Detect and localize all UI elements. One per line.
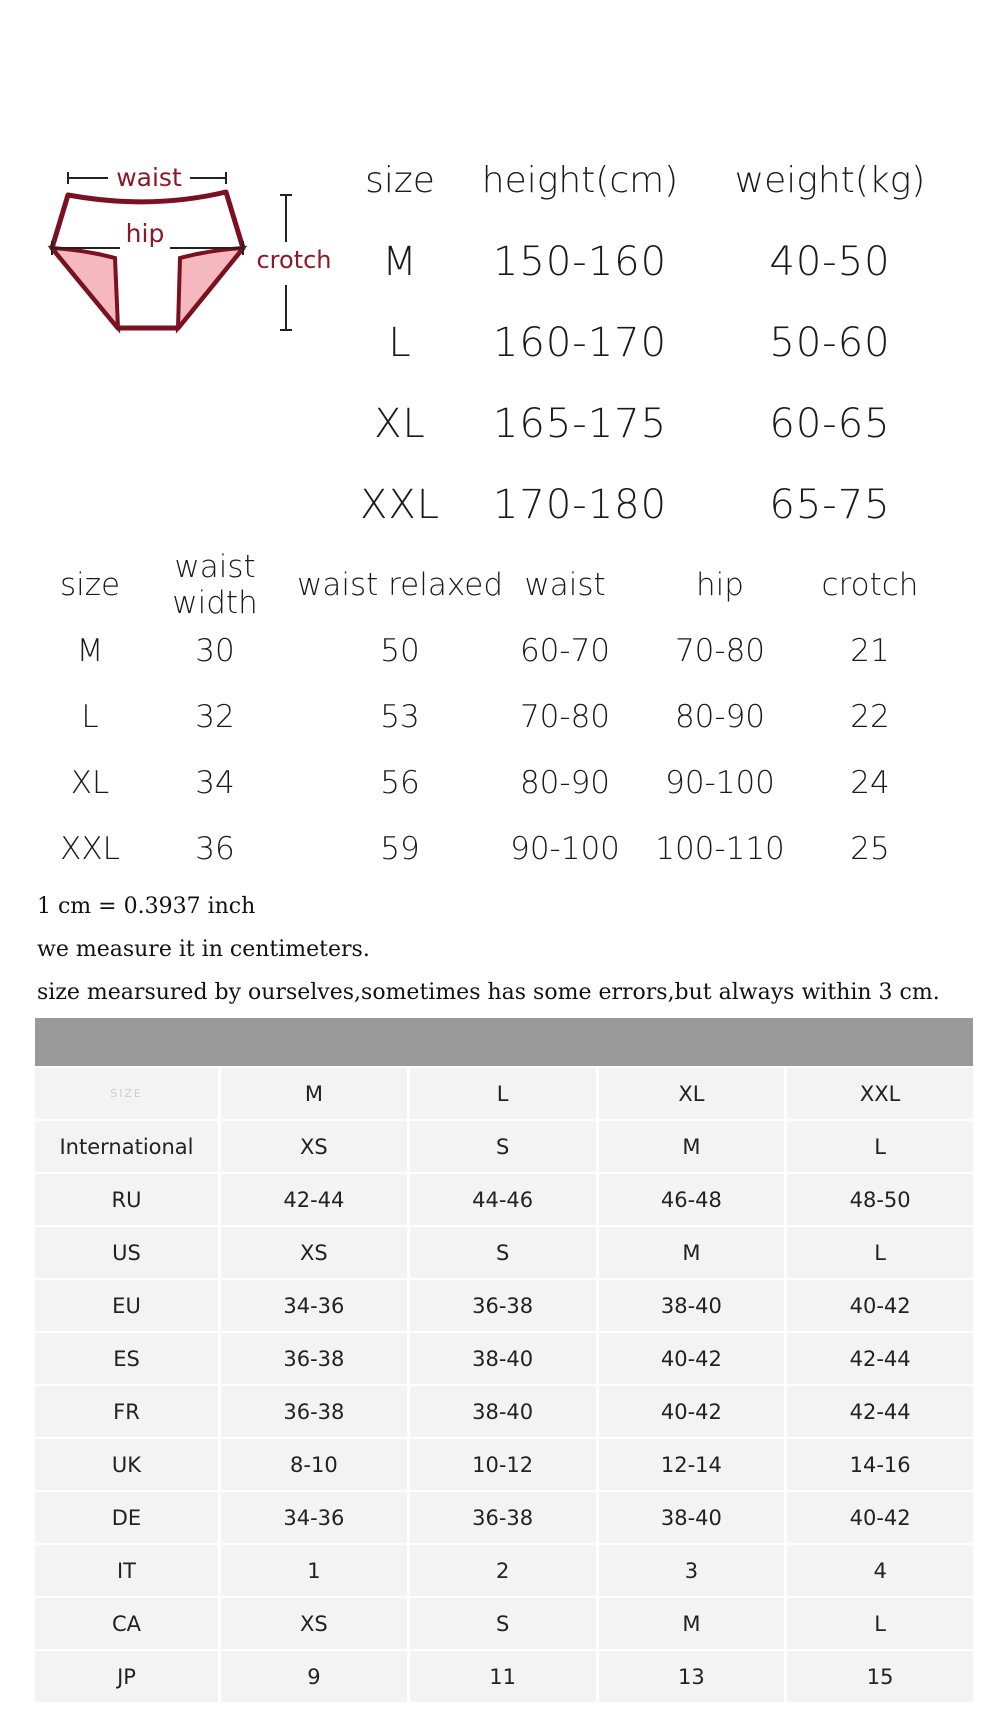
waist-cell: 80-90 [519,765,611,801]
header-waist-width: waist width [172,549,258,621]
waist-width-cell: 34 [195,765,235,801]
region-cell: EU [35,1280,218,1331]
size-conversion-table [35,1018,973,1702]
underwear-diagram [40,150,340,340]
table-row [35,1492,973,1543]
hip-cell: 90-100 [665,765,775,801]
waist-cell: 60-70 [519,633,611,669]
table-cell: 38-40 [410,1333,596,1384]
table-cell: 40-42 [787,1492,973,1543]
table-cell: XS [221,1598,407,1649]
header-cell: XXL [787,1068,973,1119]
table-cell: S [410,1121,596,1172]
size-cell: M [382,238,418,285]
table-cell: 36-38 [221,1333,407,1384]
table-cell: M [599,1227,785,1278]
header-height: height(cm) [481,160,679,201]
height-cell: 170-180 [492,481,668,528]
table-cell: L [787,1121,973,1172]
measurement-table [40,549,980,882]
table-cell: 34-36 [221,1280,407,1331]
weight-cell: 60-65 [769,400,891,447]
table-row [340,302,960,383]
table-cell: 40-42 [599,1333,785,1384]
header-cell: XL [599,1068,785,1119]
table-cell: 38-40 [599,1280,785,1331]
table-header-bar [35,1018,973,1066]
table-row [35,1280,973,1331]
unit-note: we measure it in centimeters. [37,937,370,962]
table-row [35,1545,973,1596]
region-cell: IT [35,1545,218,1596]
table-cell: 9 [221,1651,407,1702]
table-cell: M [599,1121,785,1172]
table-row [35,1121,973,1172]
table-row [35,1333,973,1384]
size-cell: L [388,319,412,366]
region-cell: UK [35,1439,218,1490]
region-cell: ES [35,1333,218,1384]
table-header-row [340,140,960,221]
table-cell: 2 [410,1545,596,1596]
table-cell: 8-10 [221,1439,407,1490]
table-header-row [40,549,980,621]
size-cell: XXL [60,831,120,867]
table-cell: 42-44 [787,1333,973,1384]
table-cell: 38-40 [599,1492,785,1543]
crotch-cell: 22 [850,699,890,735]
height-cell: 150-160 [492,238,668,285]
table-row [35,1227,973,1278]
hip-label: hip [125,219,165,248]
table-cell: 12-14 [599,1439,785,1490]
weight-cell: 50-60 [769,319,891,366]
table-row [340,221,960,302]
table-row [35,1174,973,1225]
table-cell: XS [221,1227,407,1278]
table-row [40,750,980,816]
table-cell: 46-48 [599,1174,785,1225]
region-cell: DE [35,1492,218,1543]
weight-cell: 40-50 [769,238,891,285]
table-cell: S [410,1227,596,1278]
table-row [40,684,980,750]
crotch-cell: 25 [850,831,890,867]
weight-cell: 65-75 [769,481,891,528]
corner-cell [35,1068,218,1119]
table-cell: 14-16 [787,1439,973,1490]
table-row [340,383,960,464]
header-hip: hip [696,567,744,603]
table-cell: 13 [599,1651,785,1702]
size-cell: XXL [359,481,441,528]
table-cell: S [410,1598,596,1649]
left-leg-opening [52,248,118,328]
region-cell: US [35,1227,218,1278]
table-row [35,1439,973,1490]
table-cell: 1 [221,1545,407,1596]
crotch-cell: 21 [850,633,890,669]
table-row [35,1386,973,1437]
table-cell: 3 [599,1545,785,1596]
table-cell: 38-40 [410,1386,596,1437]
table-cell: 40-42 [599,1386,785,1437]
table-cell: 36-38 [410,1280,596,1331]
table-cell: 48-50 [787,1174,973,1225]
table-row [35,1651,973,1702]
table-cell: 44-46 [410,1174,596,1225]
region-cell: International [35,1121,218,1172]
conversion-note: 1 cm = 0.3937 inch [37,894,256,919]
waist-label: waist [116,163,182,192]
region-cell: JP [35,1651,218,1702]
waist-cell: 70-80 [519,699,611,735]
header-crotch: crotch [821,567,919,603]
height-cell: 160-170 [492,319,668,366]
size-cell: L [81,699,99,735]
body-size-table [340,140,960,545]
size-cell: XL [70,765,110,801]
table-row [340,464,960,545]
table-cell: M [599,1598,785,1649]
error-note: size mearsured by ourselves,sometimes has some errors,but always within 3 cm. [37,980,940,1005]
hip-cell: 100-110 [655,831,785,867]
table-header-row [35,1068,973,1119]
table-cell: 42-44 [787,1386,973,1437]
measurement-notes [37,885,940,1014]
table-cell: 4 [787,1545,973,1596]
table-row [40,816,980,882]
waist-cell: 90-100 [510,831,620,867]
waist-width-cell: 32 [195,699,235,735]
header-cell: L [410,1068,596,1119]
crotch-label: crotch [256,246,332,274]
waist-relaxed-cell: 59 [380,831,420,867]
region-cell: RU [35,1174,218,1225]
crotch-cell: 24 [850,765,890,801]
hip-cell: 80-90 [674,699,766,735]
table-cell: L [787,1598,973,1649]
region-cell: FR [35,1386,218,1437]
right-leg-opening [178,248,243,328]
table-cell: 40-42 [787,1280,973,1331]
table-cell: 11 [410,1651,596,1702]
table-cell: 10-12 [410,1439,596,1490]
table-row [35,1598,973,1649]
region-cell: CA [35,1598,218,1649]
hip-cell: 70-80 [674,633,766,669]
height-cell: 165-175 [492,400,668,447]
waist-relaxed-cell: 56 [380,765,420,801]
header-waist-relaxed: waist relaxed [296,567,503,603]
waist-width-cell: 36 [195,831,235,867]
header-size: size [365,160,435,201]
table-cell: 15 [787,1651,973,1702]
table-cell: 36-38 [221,1386,407,1437]
size-cell: XL [374,400,426,447]
header-waist: waist [524,567,606,603]
header-cell: M [221,1068,407,1119]
table-cell: 34-36 [221,1492,407,1543]
table-cell: 36-38 [410,1492,596,1543]
table-cell: L [787,1227,973,1278]
waist-relaxed-cell: 50 [380,633,420,669]
waist-width-cell: 30 [195,633,235,669]
table-cell: 42-44 [221,1174,407,1225]
table-row [40,618,980,684]
header-weight: weight(kg) [734,160,926,201]
waist-relaxed-cell: 53 [380,699,420,735]
header-size: size [59,567,121,603]
size-cell: M [76,633,104,669]
table-cell: XS [221,1121,407,1172]
corner-text: SIZE [110,1087,143,1100]
